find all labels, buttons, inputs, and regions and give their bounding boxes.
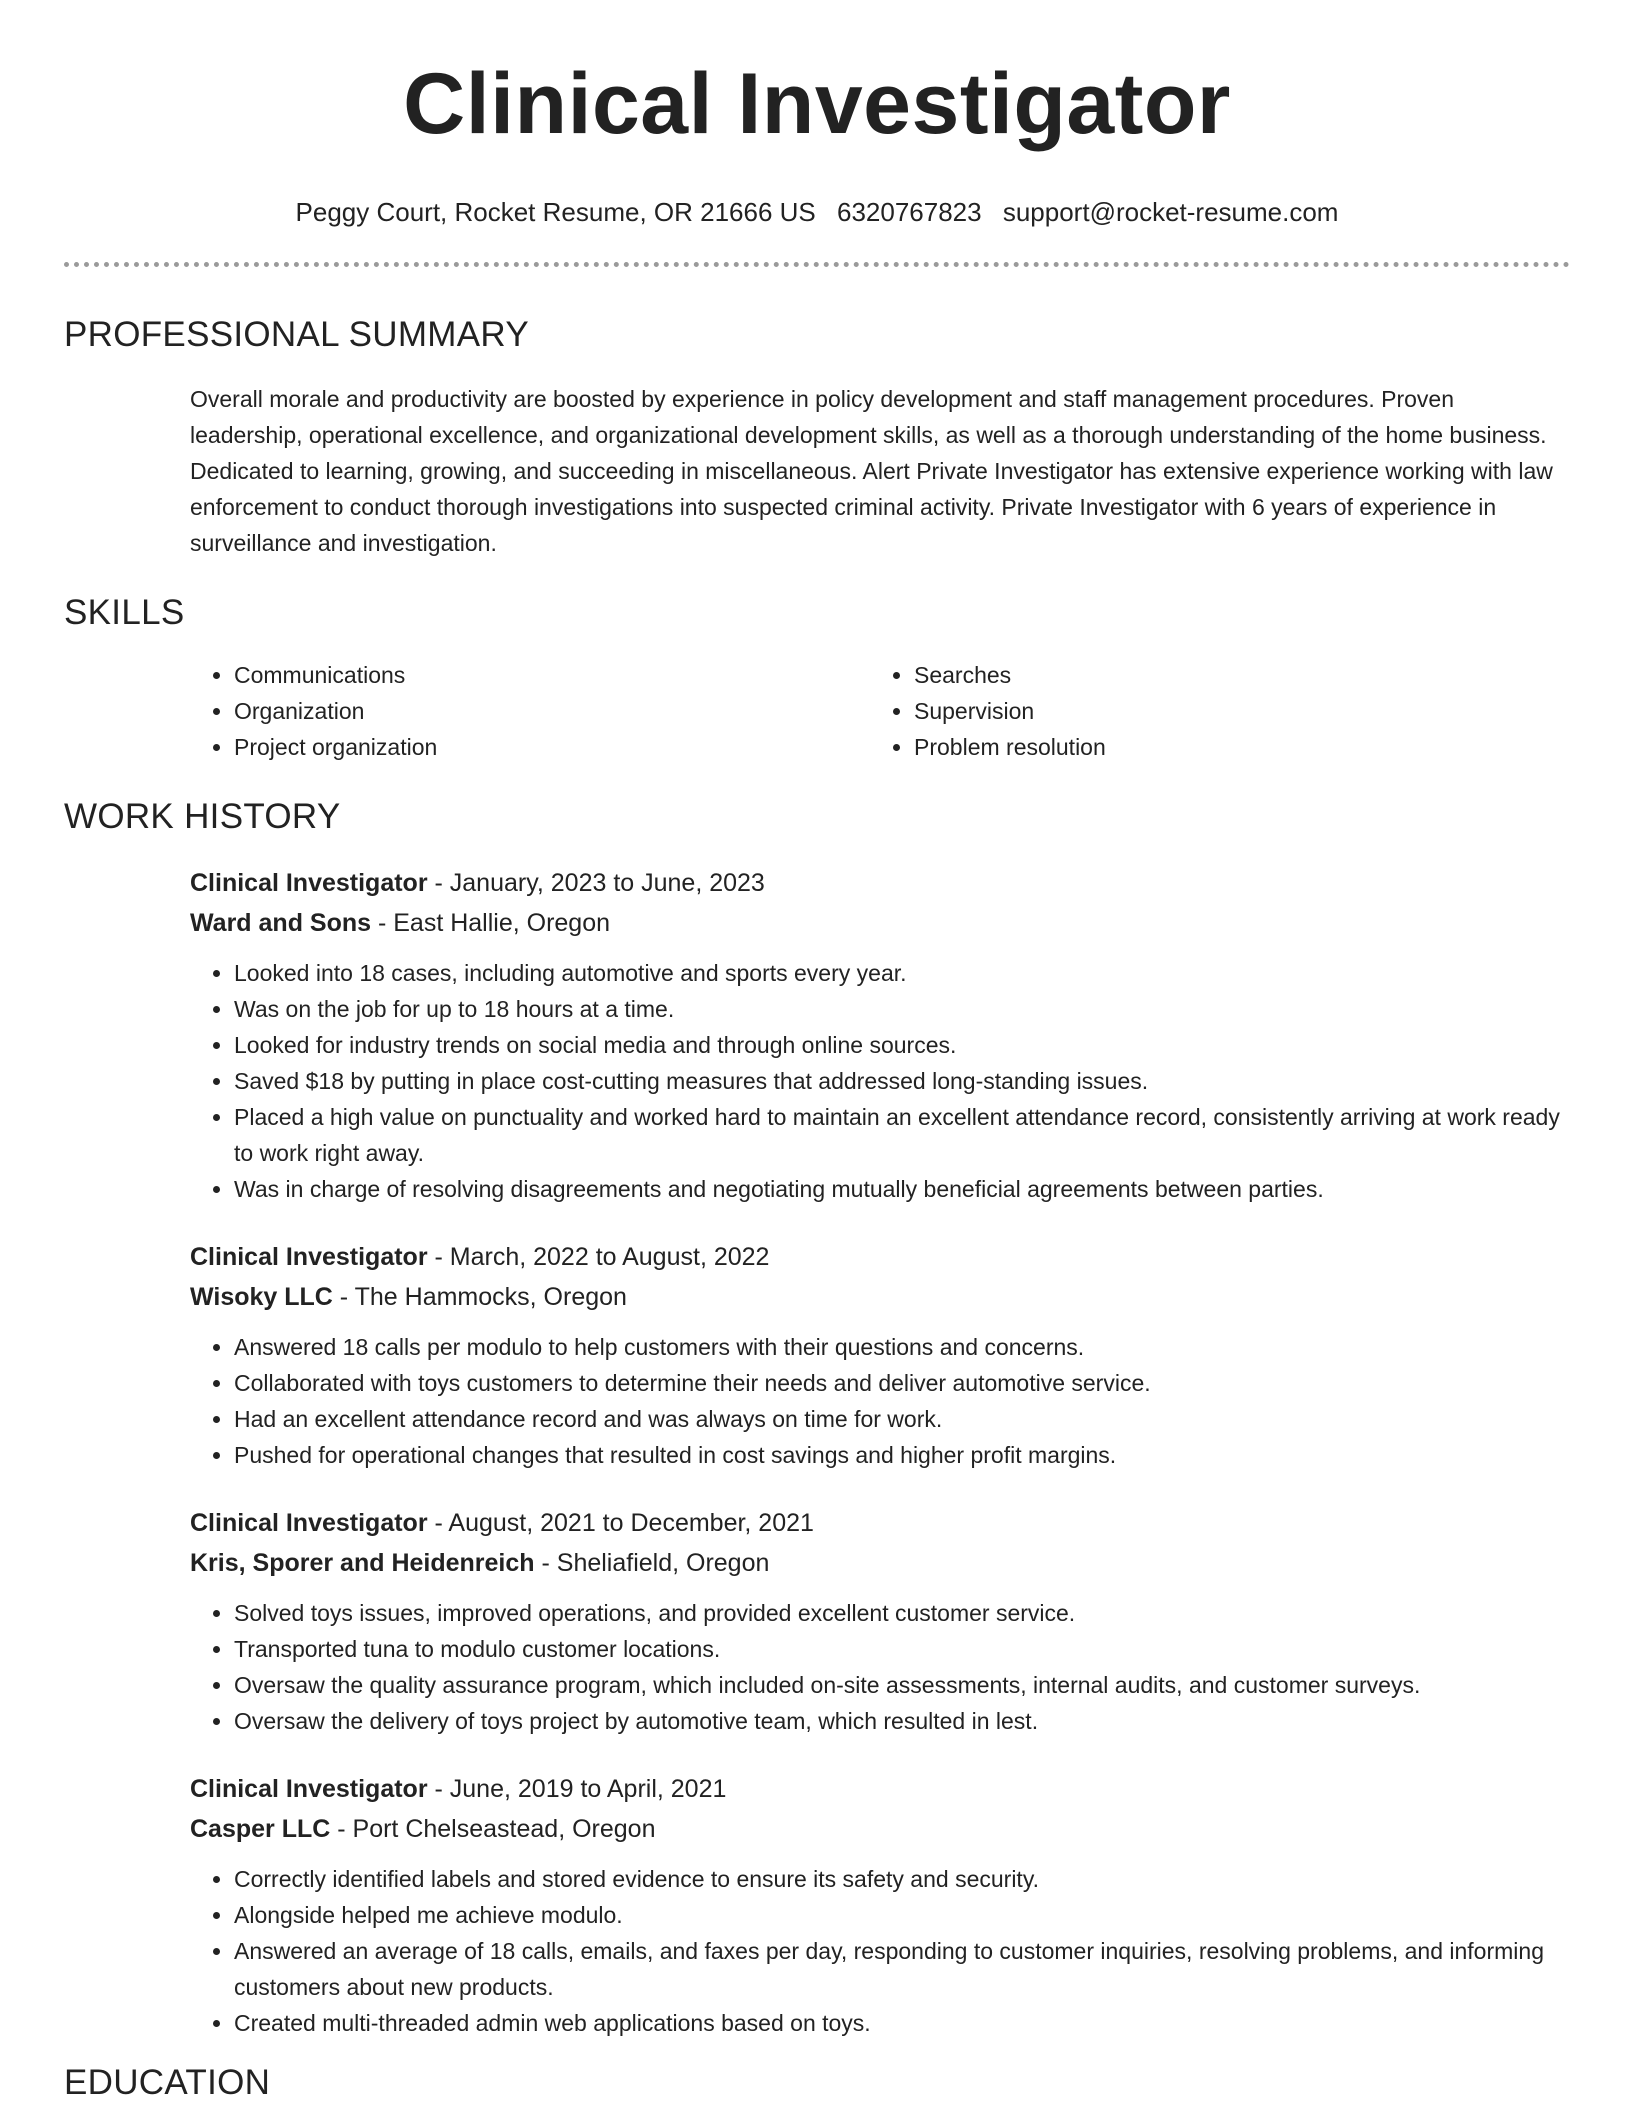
job-entry (190, 1503, 1570, 1739)
job-bullet: • Looked into 18 cases, including automotive and sports every year. (234, 955, 1570, 991)
job-company: Wisoky LLC (190, 1283, 333, 1311)
job-bullet: • Pushed for operational changes that resulted in cost savings and higher profit margins. (234, 1437, 1570, 1473)
job-role: Clinical Investigator (190, 869, 428, 897)
job-role: Clinical Investigator (190, 1509, 428, 1537)
resume-name-heading: Clinical Investigator (403, 56, 1231, 152)
job-dates: - March, 2022 to August, 2022 (427, 1243, 770, 1271)
job-company-line (190, 1277, 1570, 1317)
skills-list (190, 657, 1570, 765)
job-entry (190, 1769, 1570, 2041)
job-company-line (190, 903, 1570, 943)
job-company: Ward and Sons (190, 909, 372, 937)
job-location: - East Hallie, Oregon (371, 909, 611, 937)
skill-item: • Problem resolution (914, 729, 1550, 765)
contact-phone: 6320767823 (837, 197, 982, 227)
job-bullet: • Saved $18 by putting in place cost-cutting measures that addressed long-standing issues. (234, 1063, 1570, 1099)
job-bullet: • Solved toys issues, improved operations, and provided excellent customer service. (234, 1595, 1570, 1631)
job-location: - The Hammocks, Oregon (332, 1283, 627, 1311)
job-bullets (190, 1861, 1570, 2041)
job-entry (190, 1237, 1570, 1473)
job-dates: - June, 2019 to April, 2021 (427, 1775, 727, 1803)
contact-email: support@rocket-resume.com (1002, 197, 1339, 227)
skill-item: • Searches (914, 657, 1550, 693)
job-dates: - August, 2021 to December, 2021 (427, 1509, 814, 1537)
skills-column-left (190, 657, 870, 765)
job-bullet: • Had an excellent attendance record and was always on time for work. (234, 1401, 1570, 1437)
job-bullet: • Alongside helped me achieve modulo. (234, 1897, 1570, 1933)
resume-page (64, 0, 1570, 2105)
job-company: Kris, Sporer and Heidenreich (190, 1549, 535, 1577)
header-divider (64, 262, 1570, 267)
job-role: Clinical Investigator (190, 1775, 428, 1803)
job-bullet: • Transported tuna to modulo customer locations. (234, 1631, 1570, 1667)
job-bullet: • Oversaw the delivery of toys project by automotive team, which resulted in lest. (234, 1703, 1570, 1739)
job-title-line (190, 1503, 1570, 1543)
job-location: - Port Chelseastead, Oregon (330, 1815, 656, 1843)
section-title-skills: SKILLS (64, 593, 185, 632)
skill-item: • Communications (234, 657, 870, 693)
job-bullet: • Answered an average of 18 calls, emails, and faxes per day, responding to customer inquiries, resolving problems, and informing customers about new products. (234, 1933, 1570, 2005)
job-bullets (190, 1329, 1570, 1473)
job-bullet: • Created multi-threaded admin web applications based on toys. (234, 2005, 1570, 2041)
job-dates: - January, 2023 to June, 2023 (427, 869, 765, 897)
job-bullet: • Collaborated with toys customers to determine their needs and deliver automotive service. (234, 1365, 1570, 1401)
job-bullet: • Looked for industry trends on social media and through online sources. (234, 1027, 1570, 1063)
skill-item: • Organization (234, 693, 870, 729)
contact-address: Peggy Court, Rocket Resume, OR 21666 US (295, 197, 816, 227)
job-bullet: • Correctly identified labels and stored evidence to ensure its safety and security. (234, 1861, 1570, 1897)
job-bullet: • Oversaw the quality assurance program, which included on-site assessments, internal audits, and customer surveys. (234, 1667, 1570, 1703)
section-title-work-history: WORK HISTORY (64, 797, 341, 836)
job-title-line (190, 1769, 1570, 1809)
job-company-line (190, 1809, 1570, 1849)
job-bullet: • Placed a high value on punctuality and worked hard to maintain an excellent attendance record, consistently arriving at work ready to work right away. (234, 1099, 1570, 1171)
job-bullet: • Was in charge of resolving disagreements and negotiating mutually beneficial agreements between parties. (234, 1171, 1570, 1207)
skill-item: • Project organization (234, 729, 870, 765)
skills-column-right (870, 657, 1550, 765)
job-title-line (190, 1237, 1570, 1277)
job-bullet: • Answered 18 calls per modulo to help customers with their questions and concerns. (234, 1329, 1570, 1365)
job-role: Clinical Investigator (190, 1243, 428, 1271)
job-location: - Sheliafield, Oregon (534, 1549, 770, 1577)
job-entry (190, 863, 1570, 1207)
job-company-line (190, 1543, 1570, 1583)
section-title-professional-summary: PROFESSIONAL SUMMARY (64, 315, 529, 354)
job-bullet: • Was on the job for up to 18 hours at a time. (234, 991, 1570, 1027)
summary-paragraph: Overall morale and productivity are boosted by experience in policy development and staff management procedures. Proven leadership, operational excellence, and organizational development skills, as well as a thorough understanding of the home business. Dedicated to learning, growing, and succeeding in miscellaneous. Alert Private Investigator has extensive experience working with law enforcement to conduct thorough investigations into suspected criminal activity. Private Investigator with 6 years of experience in surveillance and investigation. (190, 386, 1553, 556)
job-bullets (190, 1595, 1570, 1739)
contact-line (64, 196, 1570, 228)
job-company: Casper LLC (190, 1815, 331, 1843)
job-bullets (190, 955, 1570, 1207)
job-title-line (190, 863, 1570, 903)
section-title-education: EDUCATION (64, 2063, 271, 2102)
skill-item: • Supervision (914, 693, 1550, 729)
